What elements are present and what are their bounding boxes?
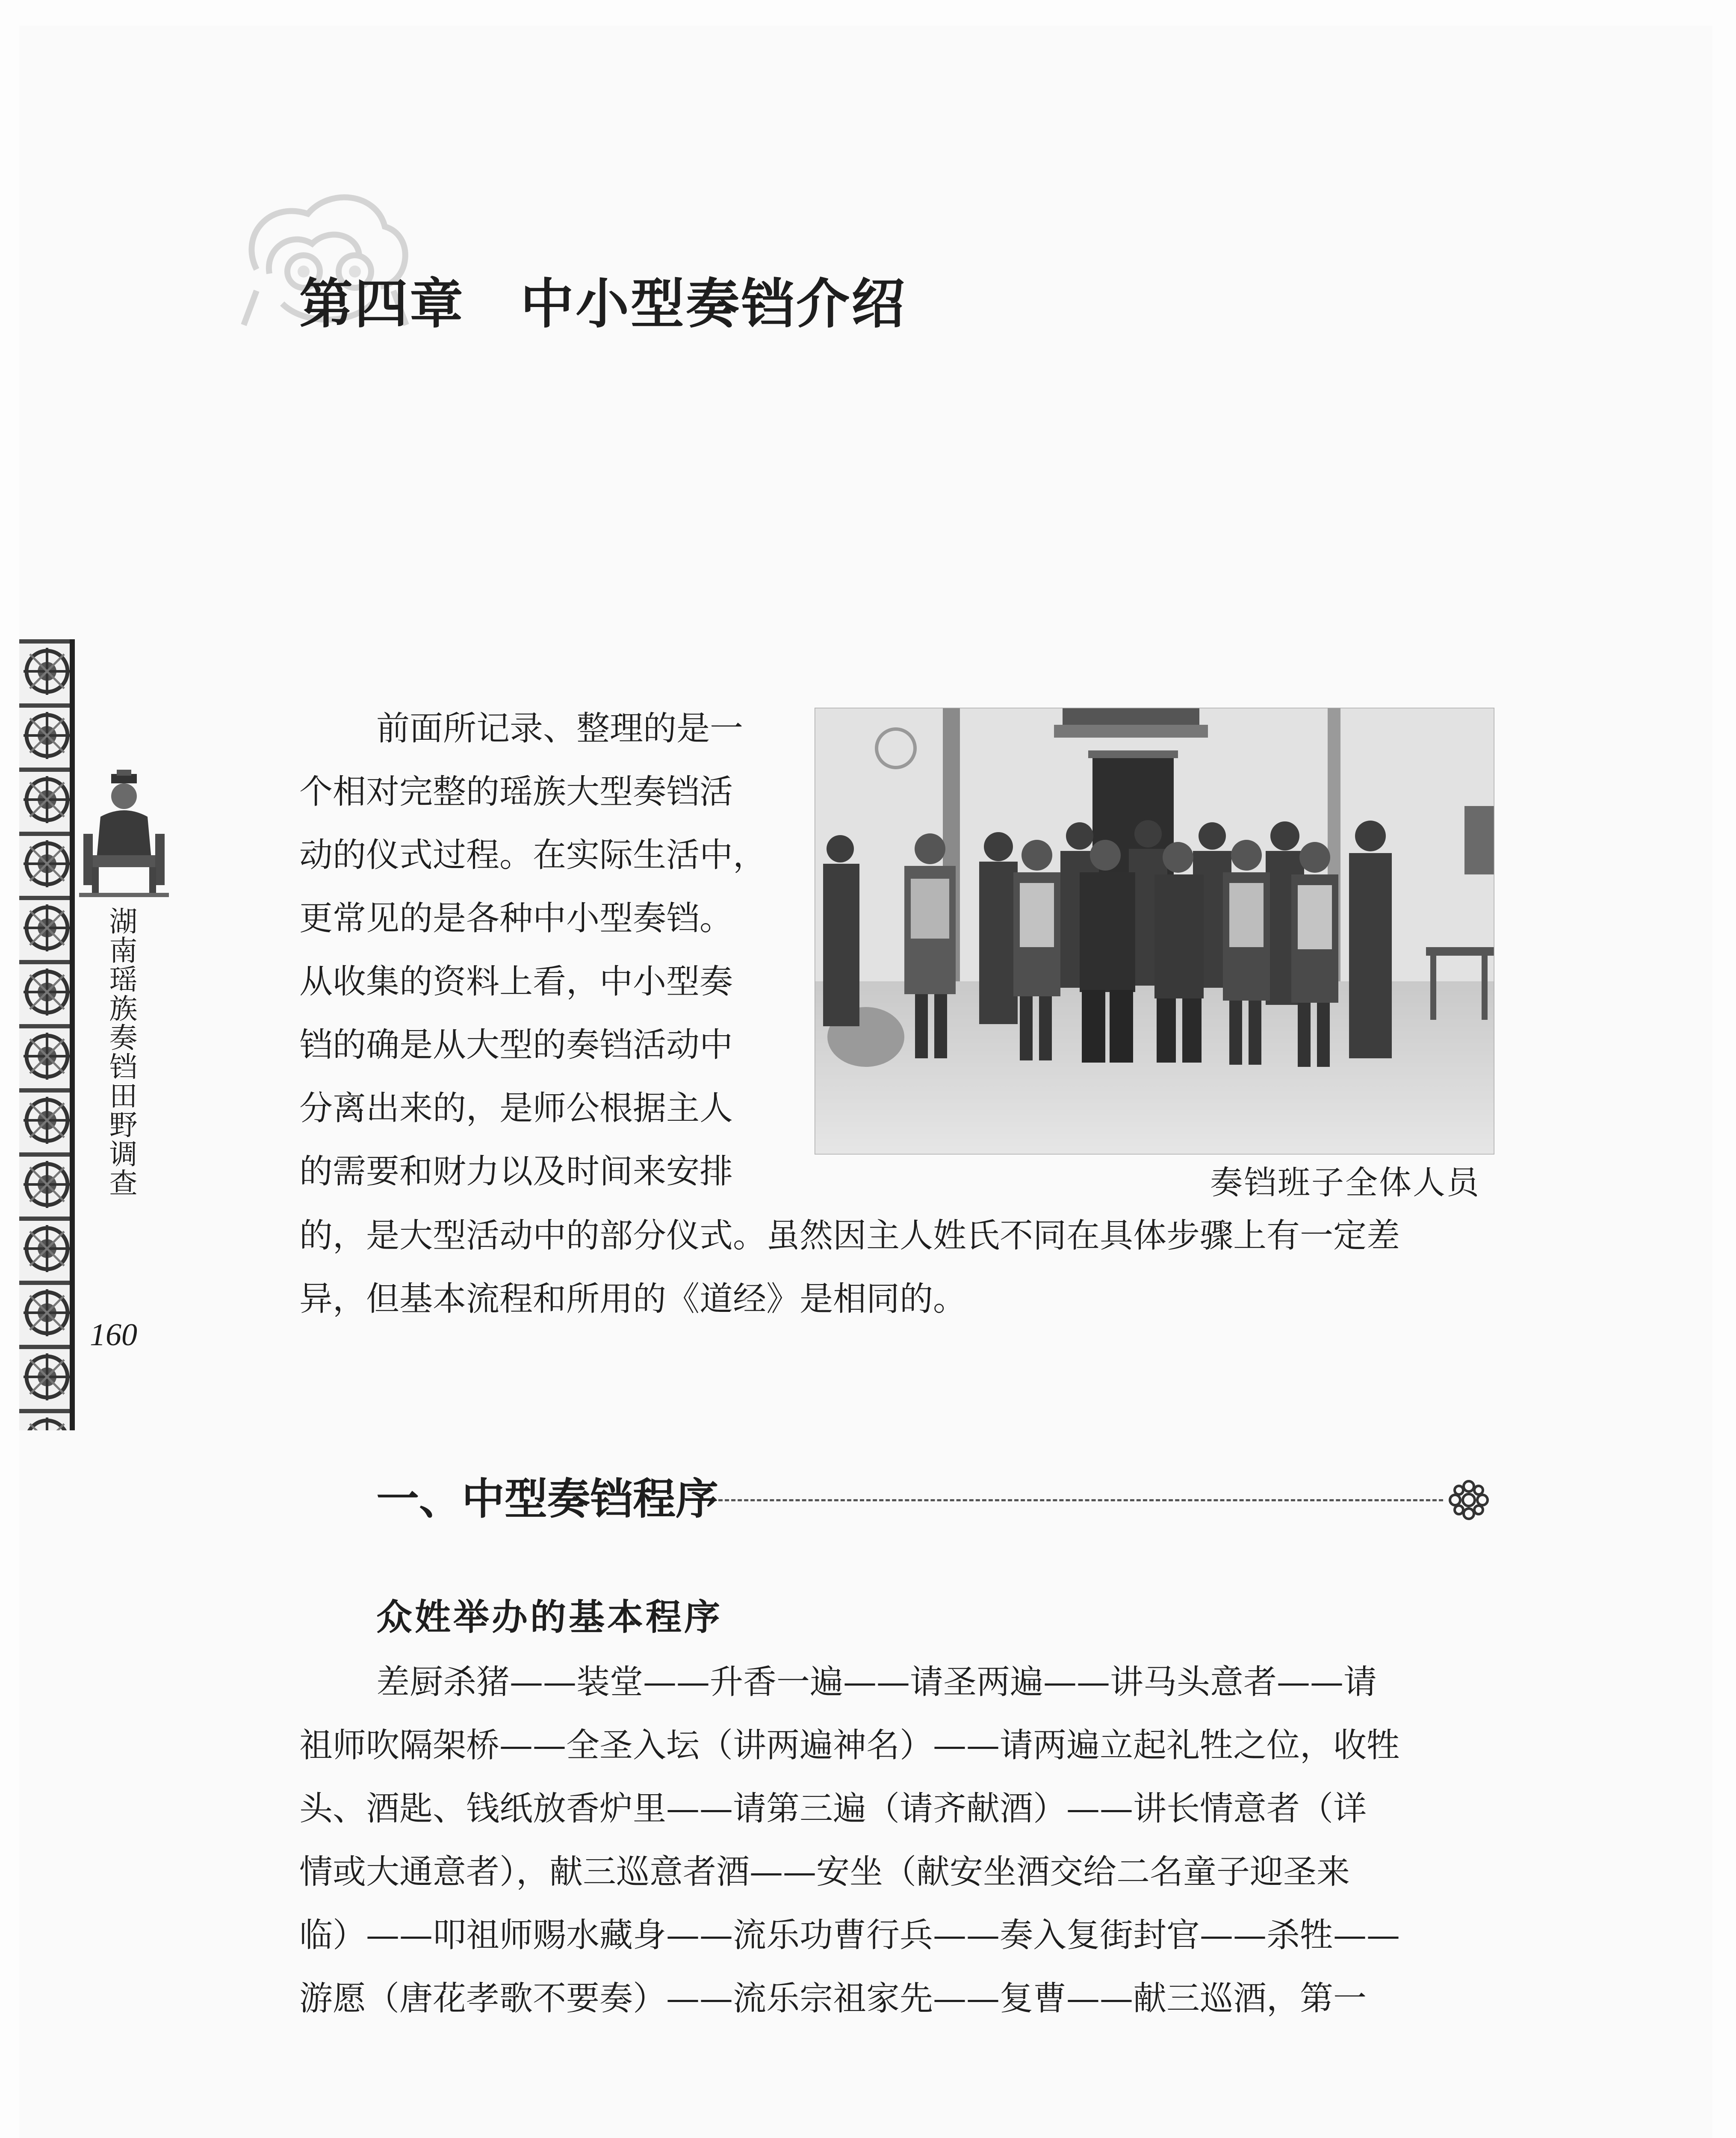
photo-caption: 奏铛班子全体人员 xyxy=(1210,1163,1480,1202)
text-line: 动的仪式过程。在实际生活中， xyxy=(299,836,767,874)
page-number: 160 xyxy=(90,1317,137,1352)
chapter-name: 中小型奏铛介绍 xyxy=(520,273,906,335)
text-line: 铛的确是从大型的奏铛活动中 xyxy=(299,1026,733,1064)
text-line: 的需要和财力以及时间来安排 xyxy=(299,1152,733,1191)
text-line: 临）——叩祖师赐水藏身——流乐功曹行兵——奏入复街封官——杀牲—— xyxy=(299,1916,1400,1955)
flower-ornament-icon xyxy=(1447,1479,1490,1521)
text-line: 更常见的是各种中小型奏铛。 xyxy=(299,899,733,938)
section-divider xyxy=(718,1499,1443,1501)
chapter-number: 第四章 xyxy=(299,273,465,335)
section-heading: 一、中型奏铛程序 xyxy=(376,1474,718,1524)
text-line: 异，但基本流程和所用的《道经》是相同的。 xyxy=(299,1280,967,1318)
decorative-border-strip xyxy=(19,639,75,1430)
sub-heading: 众姓举办的基本程序 xyxy=(376,1596,723,1638)
text-line: 祖师吹隔架桥——全圣入坛（讲两遍神名）——请两遍立起礼牲之位，收牲 xyxy=(299,1726,1400,1765)
text-line: 头、酒匙、钱纸放香炉里——请第三遍（请齐献酒）——讲长情意者（详 xyxy=(299,1790,1367,1828)
text-line: 差厨杀猪——装堂——升香一遍——请圣两遍——讲马头意者——请 xyxy=(376,1663,1377,1701)
text-line: 的，是大型活动中的部分仪式。虽然因主人姓氏不同在具体步骤上有一定差 xyxy=(299,1217,1400,1255)
seated-deity-figure-icon xyxy=(79,770,169,898)
text-line: 前面所记录、整理的是一 xyxy=(376,709,744,748)
chapter-title xyxy=(299,261,906,338)
book-title-vertical: 湖南瑶族奏铛田野调查 xyxy=(104,907,137,1197)
text-line: 从收集的资料上看，中小型奏 xyxy=(299,963,733,1001)
text-line: 分离出来的，是师公根据主人 xyxy=(299,1089,733,1128)
text-line: 游愿（唐花孝歌不要奏）——流乐宗祖家先——复曹——献三巡酒，第一 xyxy=(299,1979,1367,2018)
text-line: 个相对完整的瑶族大型奏铛活 xyxy=(299,773,733,811)
group-photo xyxy=(815,708,1494,1155)
text-line: 情或大通意者），献三巡意者酒——安坐（献安坐酒交给二名童子迎圣来 xyxy=(299,1853,1350,1891)
